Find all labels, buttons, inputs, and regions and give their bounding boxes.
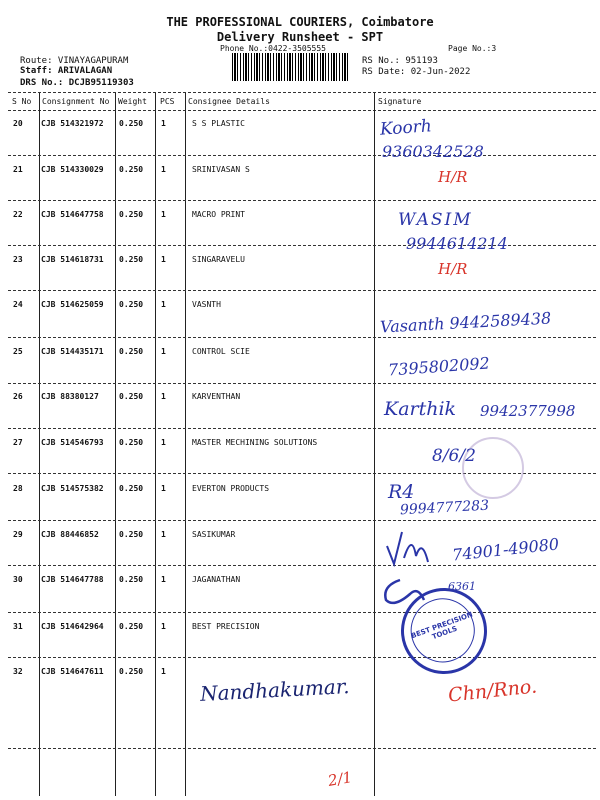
- row-consignment: CJB 514330029: [41, 165, 104, 174]
- row-pcs: 1: [161, 347, 166, 356]
- signature-26-name: Karthik: [384, 398, 457, 420]
- col-consignment: Consignment No: [42, 97, 110, 106]
- row-sno: 31: [13, 622, 23, 631]
- signature-25-phone: 7395802092: [387, 353, 491, 380]
- row-sno: 32: [13, 667, 23, 676]
- row-divider: [8, 290, 596, 291]
- stamp-text: BEST PRECISION TOOLS: [410, 610, 474, 642]
- row-weight: 0.250: [119, 347, 144, 356]
- signature-29-phone: 74901-49080: [451, 534, 560, 565]
- row-pcs: 1: [161, 165, 166, 174]
- col-sno: S No: [12, 97, 32, 106]
- row-weight: 0.250: [119, 165, 144, 174]
- row-consignee: JAGANATHAN: [192, 575, 241, 584]
- row-consignment: CJB 514618731: [41, 255, 104, 264]
- rs-date: RS Date: 02-Jun-2022: [362, 67, 471, 77]
- col-weight: Weight: [118, 97, 147, 106]
- row-sno: 26: [13, 392, 23, 401]
- row-consignment: CJB 88380127: [41, 392, 99, 401]
- row-divider: [8, 245, 596, 246]
- row-sno: 25: [13, 347, 23, 356]
- row-sno: 30: [13, 575, 23, 584]
- row-weight: 0.250: [119, 622, 144, 631]
- runsheet-title: Delivery Runsheet - SPT: [216, 30, 384, 44]
- row-consignment: CJB 514435171: [41, 347, 104, 356]
- header-bottom-rule: [8, 110, 596, 111]
- row-weight: 0.250: [119, 392, 144, 401]
- row-weight: 0.250: [119, 255, 144, 264]
- row-divider: [8, 200, 596, 201]
- row-weight: 0.250: [119, 210, 144, 219]
- row-weight: 0.250: [119, 119, 144, 128]
- row-consignment: CJB 514642964: [41, 622, 104, 631]
- row-pcs: 1: [161, 622, 166, 631]
- signature-29-mark: [382, 528, 442, 568]
- row-consignee: SINGARAVELU: [192, 255, 245, 264]
- row-pcs: 1: [161, 575, 166, 584]
- signature-32-sig: Chn/Rno.: [447, 675, 539, 707]
- row-consignee: MASTER MECHINING SOLUTIONS: [192, 438, 318, 447]
- row-weight: 0.250: [119, 530, 144, 539]
- row-weight: 0.250: [119, 438, 144, 447]
- row-weight: 0.250: [119, 575, 144, 584]
- row-sno: 20: [13, 119, 23, 128]
- row-divider: [8, 748, 596, 749]
- row-pcs: 1: [161, 392, 166, 401]
- staff: Staff: ARIVALAGAN: [20, 66, 113, 76]
- row-weight: 0.250: [119, 667, 144, 676]
- row-divider: [8, 383, 596, 384]
- row-consignee: SRINIVASAN S: [192, 165, 250, 174]
- row-divider: [8, 657, 596, 658]
- drs-number: DRS No.: DCJB95119303: [20, 78, 134, 88]
- row-sno: 27: [13, 438, 23, 447]
- col-consignee: Consignee Details: [188, 97, 270, 106]
- row-pcs: 1: [161, 119, 166, 128]
- signature-27: 8/6/2: [432, 446, 476, 466]
- signature-30-phone: 6361: [448, 580, 476, 593]
- rs-number: RS No.: 951193: [362, 56, 438, 66]
- row-consignee: S S PLASTIC: [192, 119, 245, 128]
- row-pcs: 1: [161, 530, 166, 539]
- row-pcs: 1: [161, 484, 166, 493]
- row-consignment: CJB 514321972: [41, 119, 104, 128]
- row-consignment: CJB 514546793: [41, 438, 104, 447]
- row-consignee: BEST PRECISION: [192, 622, 260, 631]
- row-consignment: CJB 88446852: [41, 530, 99, 539]
- row-consignment: CJB 514647611: [41, 667, 104, 676]
- row-sno: 28: [13, 484, 23, 493]
- row-sno: 22: [13, 210, 23, 219]
- signature-24: Vasanth 9442589438: [379, 308, 552, 337]
- signature-20-mark: H/R: [438, 168, 468, 186]
- signature-32-name: Nandhakumar.: [199, 674, 351, 706]
- row-consignment: CJB 514575382: [41, 484, 104, 493]
- row-consignee: SASIKUMAR: [192, 530, 236, 539]
- row-sno: 23: [13, 255, 23, 264]
- row-divider: [8, 565, 596, 566]
- signature-20-phone: 9360342528: [382, 142, 484, 161]
- header-top-rule: [8, 92, 596, 93]
- row-consignee: EVERTON PRODUCTS: [192, 484, 270, 493]
- phone-number: Phone No.:0422-3505555: [220, 44, 326, 53]
- signature-20-name: Koorh: [379, 116, 433, 140]
- row-divider: [8, 520, 596, 521]
- signature-22-phone: 9944614214: [406, 234, 508, 253]
- row-consignee: MACRO PRINT: [192, 210, 245, 219]
- row-pcs: 1: [161, 667, 166, 676]
- footer-handwritten-mark: 2/1: [326, 768, 354, 790]
- row-divider: [8, 337, 596, 338]
- signature-28-name: R4: [388, 481, 415, 503]
- row-consignee: VASNTH: [192, 300, 221, 309]
- row-divider: [8, 155, 596, 156]
- row-weight: 0.250: [119, 484, 144, 493]
- barcode: [232, 53, 350, 81]
- row-consignment: CJB 514647788: [41, 575, 104, 584]
- company-title: THE PROFESSIONAL COURIERS, Coimbatore: [166, 15, 434, 29]
- row-pcs: 1: [161, 438, 166, 447]
- row-consignment: CJB 514647758: [41, 210, 104, 219]
- row-consignee: KARVENTHAN: [192, 392, 241, 401]
- row-sno: 29: [13, 530, 23, 539]
- col-divider: [39, 93, 40, 796]
- col-divider: [185, 93, 186, 796]
- col-divider: [374, 93, 375, 796]
- route: Route: VINAYAGAPURAM: [20, 56, 129, 66]
- row-sno: 21: [13, 165, 23, 174]
- signature-23-mark: H/R: [438, 260, 468, 278]
- col-divider: [115, 93, 116, 796]
- signature-22-name: WASIM: [398, 210, 473, 230]
- row-consignee: CONTROL SCIE: [192, 347, 250, 356]
- row-consignment: CJB 514625059: [41, 300, 104, 309]
- col-pcs: PCS: [160, 97, 175, 106]
- row-divider: [8, 428, 596, 429]
- row-pcs: 1: [161, 210, 166, 219]
- row-pcs: 1: [161, 255, 166, 264]
- signature-26-phone: 9942377998: [480, 402, 576, 420]
- page-number: Page No.:3: [448, 44, 497, 53]
- col-divider: [155, 93, 156, 796]
- row-pcs: 1: [161, 300, 166, 309]
- row-divider: [8, 612, 596, 613]
- col-signature: Signature: [378, 97, 422, 106]
- row-weight: 0.250: [119, 300, 144, 309]
- row-sno: 24: [13, 300, 23, 309]
- signature-28-phone: 9994777283: [399, 497, 490, 519]
